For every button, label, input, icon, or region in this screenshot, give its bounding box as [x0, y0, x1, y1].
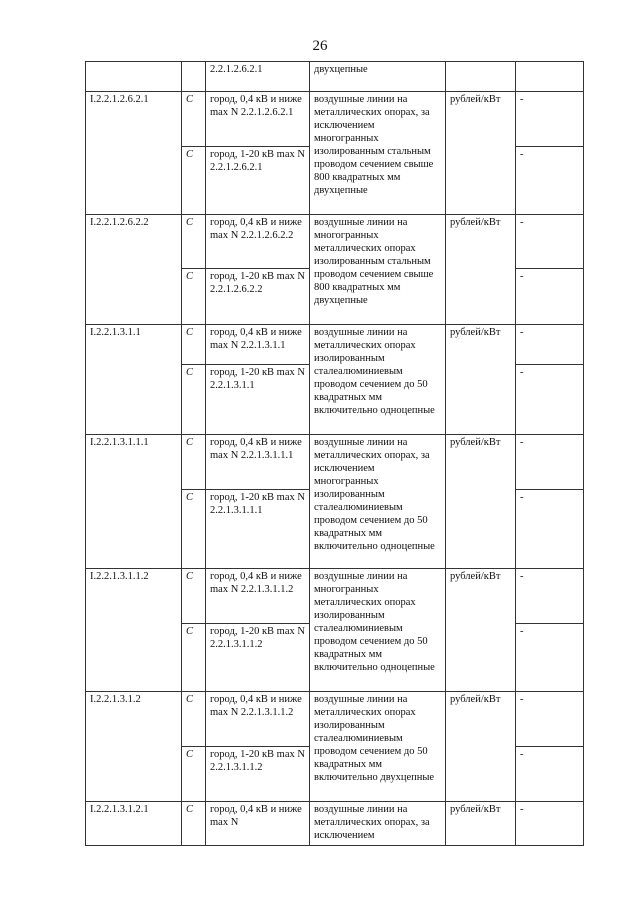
table-row-continued [86, 62, 584, 92]
code-cell: I.2.2.1.2.6.2.1 [86, 92, 182, 215]
tariff-cell: город, 0,4 кВ и ниже max N 2.2.1.3.1.1 [206, 325, 310, 365]
category-cell: C [182, 147, 206, 215]
value-cell: - [516, 692, 584, 747]
table-row [86, 435, 584, 490]
tariff-cell: город, 1-20 кВ max N 2.2.1.3.1.1 [206, 365, 310, 435]
category-cell: C [182, 490, 206, 569]
tariff-cell: город, 1-20 кВ max N 2.2.1.3.1.1.1 [206, 490, 310, 569]
page-number: 26 [312, 38, 328, 54]
category-cell: C [182, 569, 206, 624]
code-cell: I.2.2.1.3.1.2.1 [86, 802, 182, 846]
value-cell: - [516, 569, 584, 624]
category-cell: C [182, 215, 206, 269]
unit-cell: рублей/кВт [446, 215, 516, 325]
value-cell: - [516, 215, 584, 269]
category-cell: C [182, 802, 206, 846]
unit-cell: рублей/кВт [446, 692, 516, 802]
category-cell: C [182, 624, 206, 692]
code-cell: I.2.2.1.3.1.1.2 [86, 569, 182, 692]
value-cell: - [516, 365, 584, 435]
description-cell: воздушные линии на многогранных металлических опорах изолированным стальным проводом сечением свыше 800 квадратных мм двухцепные [310, 215, 446, 325]
table-row [86, 569, 584, 624]
category-cell: C [182, 692, 206, 747]
table-row [86, 692, 584, 747]
tariff-table [85, 61, 584, 846]
code-cell: I.2.2.1.3.1.2 [86, 692, 182, 802]
value-cell: - [516, 747, 584, 802]
code-cell: I.2.2.1.3.1.1 [86, 325, 182, 435]
description-cell: двухцепные [310, 62, 446, 92]
category-cell: C [182, 747, 206, 802]
table-row [86, 215, 584, 269]
value-cell: - [516, 269, 584, 325]
description-cell: воздушные линии на металлических опорах, за исключением [310, 802, 446, 846]
code-cell: I.2.2.1.2.6.2.2 [86, 215, 182, 325]
value-cell: - [516, 325, 584, 365]
unit-cell: рублей/кВт [446, 92, 516, 215]
category-cell: C [182, 365, 206, 435]
tariff-cell: город, 0,4 кВ и ниже max N 2.2.1.3.1.1.1 [206, 435, 310, 490]
unit-cell: рублей/кВт [446, 569, 516, 692]
category-cell [182, 62, 206, 92]
category-cell: C [182, 92, 206, 147]
value-cell: - [516, 147, 584, 215]
value-cell: - [516, 435, 584, 490]
category-cell: C [182, 269, 206, 325]
tariff-cell: город, 1-20 кВ max N 2.2.1.3.1.1.2 [206, 747, 310, 802]
description-cell: воздушные линии на металлических опорах изолированным сталеалюминиевым проводом сечением до 50 квадратных мм включительно одноцепные [310, 325, 446, 435]
category-cell: C [182, 325, 206, 365]
tariff-cell: город, 0,4 кВ и ниже max N 2.2.1.2.6.2.2 [206, 215, 310, 269]
description-cell: воздушные линии на многогранных металлических опорах изолированным сталеалюминиевым проводом сечением до 50 квадратных мм включительно одноцепные [310, 569, 446, 692]
tariff-cell: город, 0,4 кВ и ниже max N [206, 802, 310, 846]
value-cell [516, 62, 584, 92]
value-cell: - [516, 92, 584, 147]
value-cell: - [516, 490, 584, 569]
description-cell: воздушные линии на металлических опорах изолированным сталеалюминиевым проводом сечением до 50 квадратных мм включительно двухцепные [310, 692, 446, 802]
description-cell: воздушные линии на металлических опорах, за исключением многогранных изолированным сталеалюминиевым проводом сечением до 50 квадратных мм включительно одноцепные [310, 435, 446, 569]
unit-cell: рублей/кВт [446, 325, 516, 435]
unit-cell: рублей/кВт [446, 802, 516, 846]
tariff-cell: город, 1-20 кВ max N 2.2.1.2.6.2.2 [206, 269, 310, 325]
tariff-cell: город, 1-20 кВ max N 2.2.1.2.6.2.1 [206, 147, 310, 215]
tariff-cell: город, 0,4 кВ и ниже max N 2.2.1.3.1.1.2 [206, 692, 310, 747]
table-row-last [86, 802, 584, 846]
unit-cell [446, 62, 516, 92]
table-row [86, 92, 584, 147]
unit-cell: рублей/кВт [446, 435, 516, 569]
tariff-cell: город, 0,4 кВ и ниже max N 2.2.1.3.1.1.2 [206, 569, 310, 624]
value-cell: - [516, 802, 584, 846]
value-cell: - [516, 624, 584, 692]
table-row [86, 325, 584, 365]
tariff-cell: 2.2.1.2.6.2.1 [206, 62, 310, 92]
tariff-cell: город, 0,4 кВ и ниже max N 2.2.1.2.6.2.1 [206, 92, 310, 147]
code-cell: I.2.2.1.3.1.1.1 [86, 435, 182, 569]
code-cell [86, 62, 182, 92]
category-cell: C [182, 435, 206, 490]
description-cell: воздушные линии на металлических опорах, за исключением многогранных изолированным стальным проводом сечением свыше 800 квадратных мм двухцепные [310, 92, 446, 215]
tariff-cell: город, 1-20 кВ max N 2.2.1.3.1.1.2 [206, 624, 310, 692]
